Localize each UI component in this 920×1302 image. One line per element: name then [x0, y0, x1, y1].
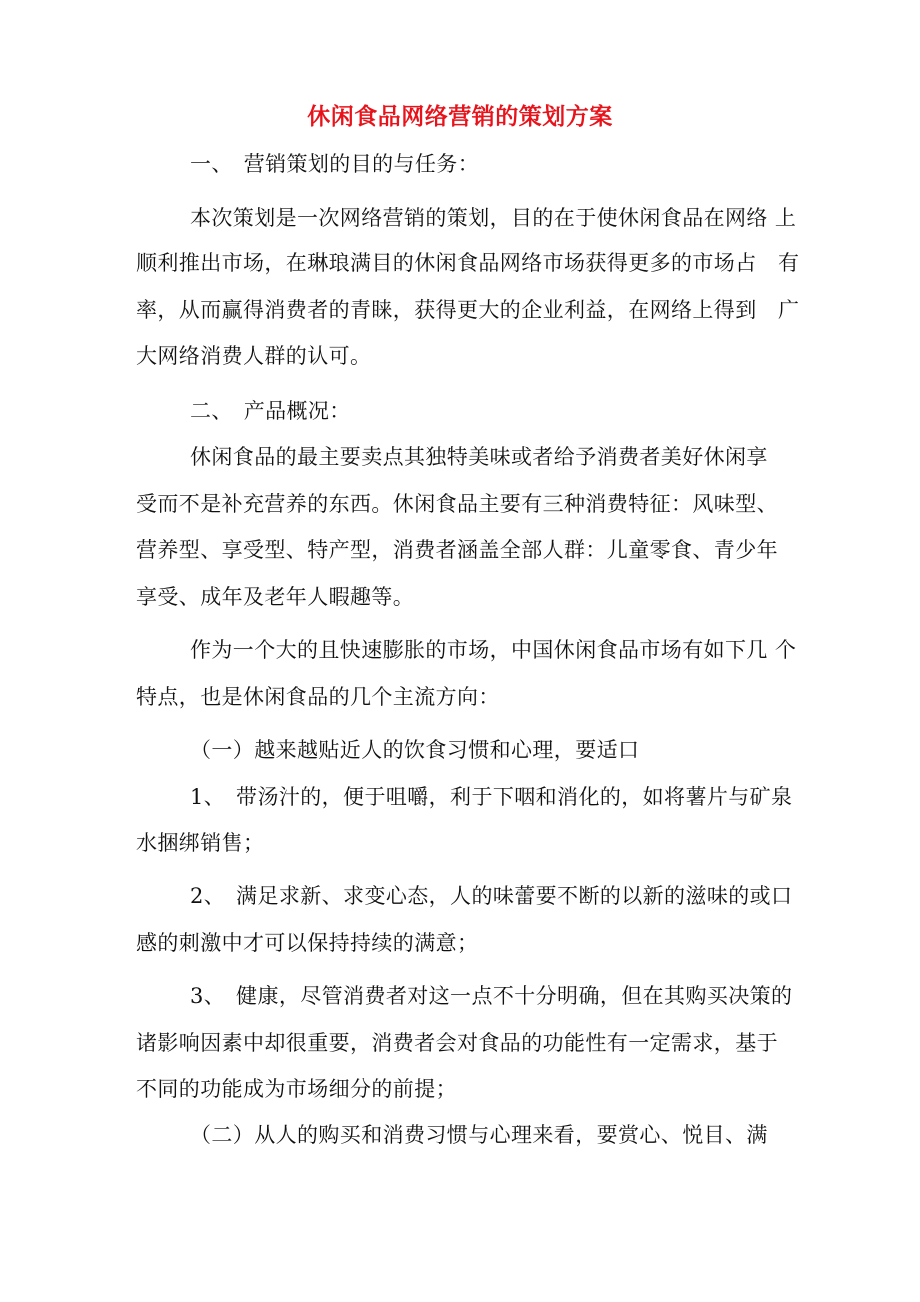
paragraph-line: 享受、成年及老年人暇趣等。: [136, 585, 415, 609]
heading-section-2: 二、 产品概况：: [190, 399, 351, 423]
paragraph-line: 休闲食品的最主要卖点其独特美味或者给予消费者美好休闲享: [190, 445, 768, 469]
paragraph-line: 大网络消费人群的认可。: [136, 344, 372, 368]
list-item-line: 水捆绑销售；: [136, 831, 265, 855]
subheading-2: （二）从人的购买和消费习惯与心理来看，要赏心、悦目、满: [190, 1123, 768, 1147]
list-item-line: 不同的功能成为市场细分的前提；: [136, 1077, 457, 1101]
list-item-line: 2、 满足求新、求变心态，人的味蕾要不断的以新的滋味的或口: [190, 884, 793, 908]
paragraph-line: 特点，也是休闲食品的几个主流方向：: [136, 685, 500, 709]
subheading-1: （一）越来越贴近人的饮食习惯和心理，要适口: [190, 738, 640, 762]
list-item-line: 1、 带汤汁的，便于咀嚼，利于下咽和消化的，如将薯片与矿泉: [190, 785, 793, 809]
heading-section-1: 一、 营销策划的目的与任务：: [190, 152, 480, 176]
list-item-line: 3、 健康，尽管消费者对这一点不十分明确，但在其购买决策的: [190, 984, 793, 1008]
paragraph-line: 营养型、享受型、特产型，消费者涵盖全部人群：儿童零食、青少年: [136, 538, 778, 562]
paragraph-line: 率，从而赢得消费者的青睐，获得更大的企业利益，在网络上得到 广: [136, 298, 800, 322]
paragraph-line: 受而不是补充营养的东西。休闲食品主要有三种消费特征：风味型、: [136, 492, 778, 516]
paragraph-line: 作为一个大的且快速膨胀的市场，中国休闲食品市场有如下几 个: [190, 638, 797, 662]
list-item-line: 诸影响因素中却很重要，消费者会对食品的功能性有一定需求，基于: [136, 1031, 778, 1055]
paragraph-line: 本次策划是一次网络营销的策划，目的在于使休闲食品在网络 上: [190, 206, 797, 230]
paragraph-line: 顺利推出市场，在琳琅满目的休闲食品网络市场获得更多的市场占 有: [136, 251, 800, 275]
list-item-line: 感的刺激中才可以保持持续的满意；: [136, 931, 479, 955]
document-title: 休闲食品网络营销的策划方案: [307, 104, 613, 130]
